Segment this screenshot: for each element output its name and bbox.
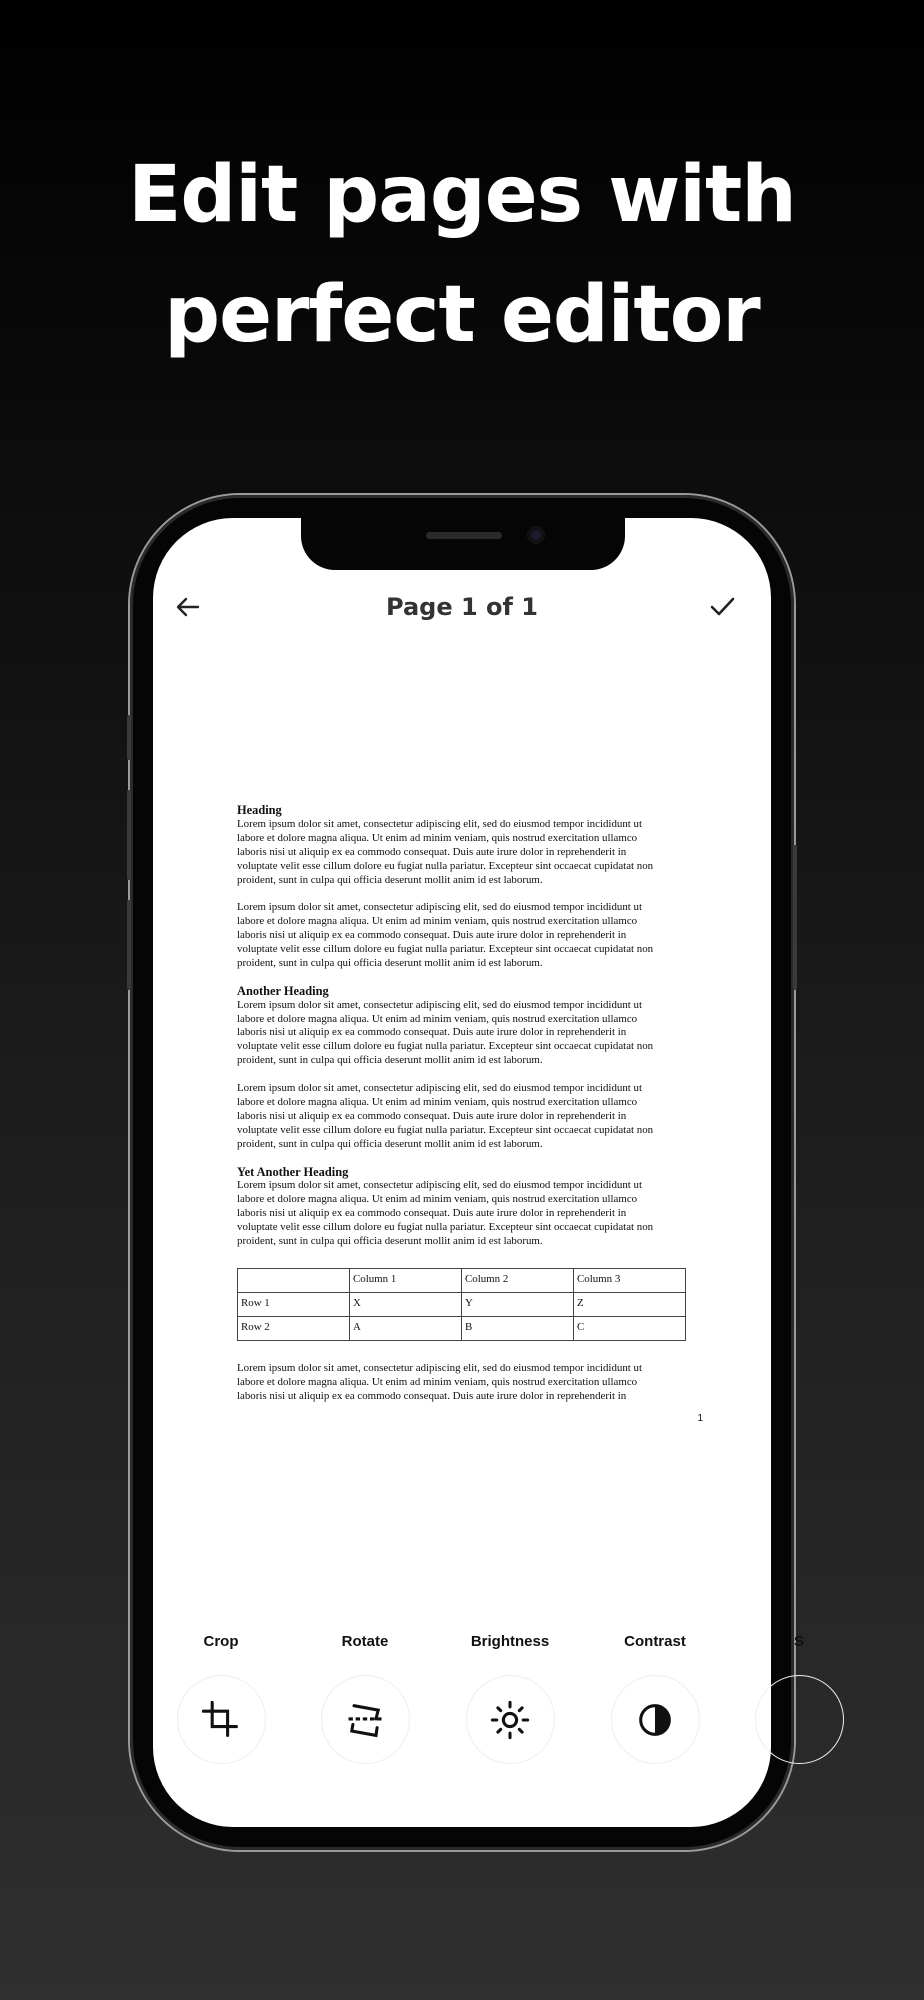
paragraph-line: laboris nisi ut aliquip ex ea commodo consequat. Duis aute irure dolor in reprehenderit in bbox=[237, 1109, 627, 1122]
paragraph-line: proident, sunt in culpa qui officia deserunt mollit anim id est laborum. bbox=[237, 1054, 543, 1067]
table-row bbox=[238, 1316, 686, 1340]
data-table bbox=[237, 1268, 686, 1341]
tool-rotate[interactable] bbox=[305, 1632, 425, 1764]
done-button[interactable] bbox=[707, 592, 737, 622]
paragraph-line: proident, sunt in culpa qui officia deserunt mollit anim id est laborum. bbox=[237, 956, 543, 969]
section-heading: Heading bbox=[237, 803, 282, 817]
document-page bbox=[237, 804, 707, 1426]
tool-label: Crop bbox=[203, 1633, 239, 1650]
paragraph-line: voluptate velit esse cillum dolore eu fugiat nulla pariatur. Excepteur sint occaecat cupidatat non bbox=[237, 1123, 654, 1136]
table-cell: C bbox=[574, 1316, 686, 1340]
paragraph bbox=[237, 901, 707, 971]
table-header-cell bbox=[238, 1268, 350, 1292]
table-cell: A bbox=[350, 1316, 462, 1340]
paragraph-line: labore et dolore magna aliqua. Ut enim ad minim veniam, quis nostrud exercitation ullamco bbox=[237, 1012, 638, 1025]
paragraph bbox=[237, 818, 707, 888]
paragraph-line: voluptate velit esse cillum dolore eu fugiat nulla pariatur. Excepteur sint occaecat cupidatat non bbox=[237, 859, 654, 872]
contrast-icon bbox=[633, 1698, 677, 1742]
table-cell: Y bbox=[462, 1292, 574, 1316]
paragraph-line: proident, sunt in culpa qui officia deserunt mollit anim id est laborum. bbox=[237, 873, 543, 886]
paragraph-line: laboris nisi ut aliquip ex ea commodo consequat. Duis aute irure dolor in reprehenderit in bbox=[237, 1389, 627, 1402]
paragraph-line: voluptate velit esse cillum dolore eu fugiat nulla pariatur. Excepteur sint occaecat cupidatat non bbox=[237, 1221, 654, 1234]
rotate-icon bbox=[343, 1698, 387, 1742]
volume-down-button bbox=[127, 900, 131, 990]
tool-button[interactable] bbox=[755, 1675, 844, 1764]
paragraph-line: voluptate velit esse cillum dolore eu fugiat nulla pariatur. Excepteur sint occaecat cupidatat non bbox=[237, 943, 654, 956]
table-row bbox=[238, 1292, 686, 1316]
paragraph-line: labore et dolore magna aliqua. Ut enim ad minim veniam, quis nostrud exercitation ullamco bbox=[237, 831, 638, 844]
table-cell: Row 2 bbox=[238, 1316, 350, 1340]
table-cell: X bbox=[350, 1292, 462, 1316]
front-camera bbox=[527, 526, 545, 544]
paragraph-line: Lorem ipsum dolor sit amet, consectetur adipiscing elit, sed do eiusmod tempor incididunt ut bbox=[237, 1179, 642, 1192]
table-cell: Row 1 bbox=[238, 1292, 350, 1316]
headline bbox=[0, 135, 924, 375]
table-cell: Z bbox=[574, 1292, 686, 1316]
tool-button[interactable] bbox=[321, 1675, 410, 1764]
page-number: 1 bbox=[697, 1412, 703, 1424]
paragraph bbox=[237, 1082, 707, 1152]
paragraph-line: voluptate velit esse cillum dolore eu fugiat nulla pariatur. Excepteur sint occaecat cupidatat non bbox=[237, 1040, 654, 1053]
phone-screen bbox=[153, 518, 804, 1827]
tool-contrast[interactable] bbox=[595, 1632, 715, 1764]
section-heading: Yet Another Heading bbox=[237, 1164, 349, 1179]
volume-up-button bbox=[127, 790, 131, 880]
tool-label: S bbox=[793, 1633, 804, 1650]
table-header-cell: Column 3 bbox=[574, 1268, 686, 1292]
paragraph-line: Lorem ipsum dolor sit amet, consectetur adipiscing elit, sed do eiusmod tempor incididunt ut bbox=[237, 998, 642, 1011]
tool-button[interactable] bbox=[611, 1675, 700, 1764]
tool-s[interactable] bbox=[739, 1632, 859, 1764]
paragraph-line: Lorem ipsum dolor sit amet, consectetur adipiscing elit, sed do eiusmod tempor incididunt ut bbox=[237, 901, 642, 914]
paragraph bbox=[237, 1179, 707, 1249]
checkmark-icon bbox=[707, 592, 737, 622]
paragraph-line: laboris nisi ut aliquip ex ea commodo consequat. Duis aute irure dolor in reprehenderit in bbox=[237, 1026, 627, 1039]
paragraph-line: Lorem ipsum dolor sit amet, consectetur adipiscing elit, sed do eiusmod tempor incididunt ut bbox=[237, 1361, 642, 1374]
mute-switch bbox=[127, 715, 131, 760]
notch bbox=[301, 516, 625, 570]
paragraph-line: laboris nisi ut aliquip ex ea commodo consequat. Duis aute irure dolor in reprehenderit in bbox=[237, 1207, 627, 1220]
power-button bbox=[793, 845, 797, 990]
paragraph-line: Lorem ipsum dolor sit amet, consectetur adipiscing elit, sed do eiusmod tempor incididunt ut bbox=[237, 1082, 642, 1095]
table-header-cell: Column 2 bbox=[462, 1268, 574, 1292]
tool-button[interactable] bbox=[177, 1675, 266, 1764]
paragraph-line: labore et dolore magna aliqua. Ut enim ad minim veniam, quis nostrud exercitation ullamco bbox=[237, 1375, 638, 1388]
headline-line-2: perfect editor bbox=[164, 270, 760, 360]
tool-button[interactable] bbox=[466, 1675, 555, 1764]
paragraph-line: proident, sunt in culpa qui officia deserunt mollit anim id est laborum. bbox=[237, 1235, 543, 1248]
brightness-icon bbox=[488, 1698, 532, 1742]
tool-label: Contrast bbox=[624, 1633, 686, 1650]
paragraph-line: proident, sunt in culpa qui officia deserunt mollit anim id est laborum. bbox=[237, 1137, 543, 1150]
table-cell: B bbox=[462, 1316, 574, 1340]
section-heading: Another Heading bbox=[237, 983, 329, 998]
tool-brightness[interactable] bbox=[450, 1632, 570, 1764]
tool-crop[interactable] bbox=[161, 1632, 281, 1764]
tool-label: Brightness bbox=[470, 1633, 550, 1650]
paragraph-line: labore et dolore magna aliqua. Ut enim ad minim veniam, quis nostrud exercitation ullamco bbox=[237, 915, 638, 928]
page-title: Page 1 of 1 bbox=[386, 593, 538, 621]
table-header-cell: Column 1 bbox=[350, 1268, 462, 1292]
unknown-icon bbox=[777, 1698, 821, 1742]
paragraph bbox=[237, 999, 707, 1069]
table-header-row bbox=[238, 1268, 686, 1292]
paragraph-line: Lorem ipsum dolor sit amet, consectetur adipiscing elit, sed do eiusmod tempor incididunt ut bbox=[237, 817, 642, 830]
paragraph bbox=[237, 1362, 707, 1404]
paragraph-line: labore et dolore magna aliqua. Ut enim ad minim veniam, quis nostrud exercitation ullamco bbox=[237, 1193, 638, 1206]
crop-icon bbox=[199, 1698, 243, 1742]
tool-label: Rotate bbox=[341, 1633, 389, 1650]
headline-line-1: Edit pages with bbox=[128, 150, 796, 240]
paragraph-line: labore et dolore magna aliqua. Ut enim ad minim veniam, quis nostrud exercitation ullamco bbox=[237, 1095, 638, 1108]
paragraph-line: laboris nisi ut aliquip ex ea commodo consequat. Duis aute irure dolor in reprehenderit in bbox=[237, 845, 627, 858]
paragraph-line: laboris nisi ut aliquip ex ea commodo consequat. Duis aute irure dolor in reprehenderit in bbox=[237, 929, 627, 942]
speaker bbox=[426, 532, 502, 539]
